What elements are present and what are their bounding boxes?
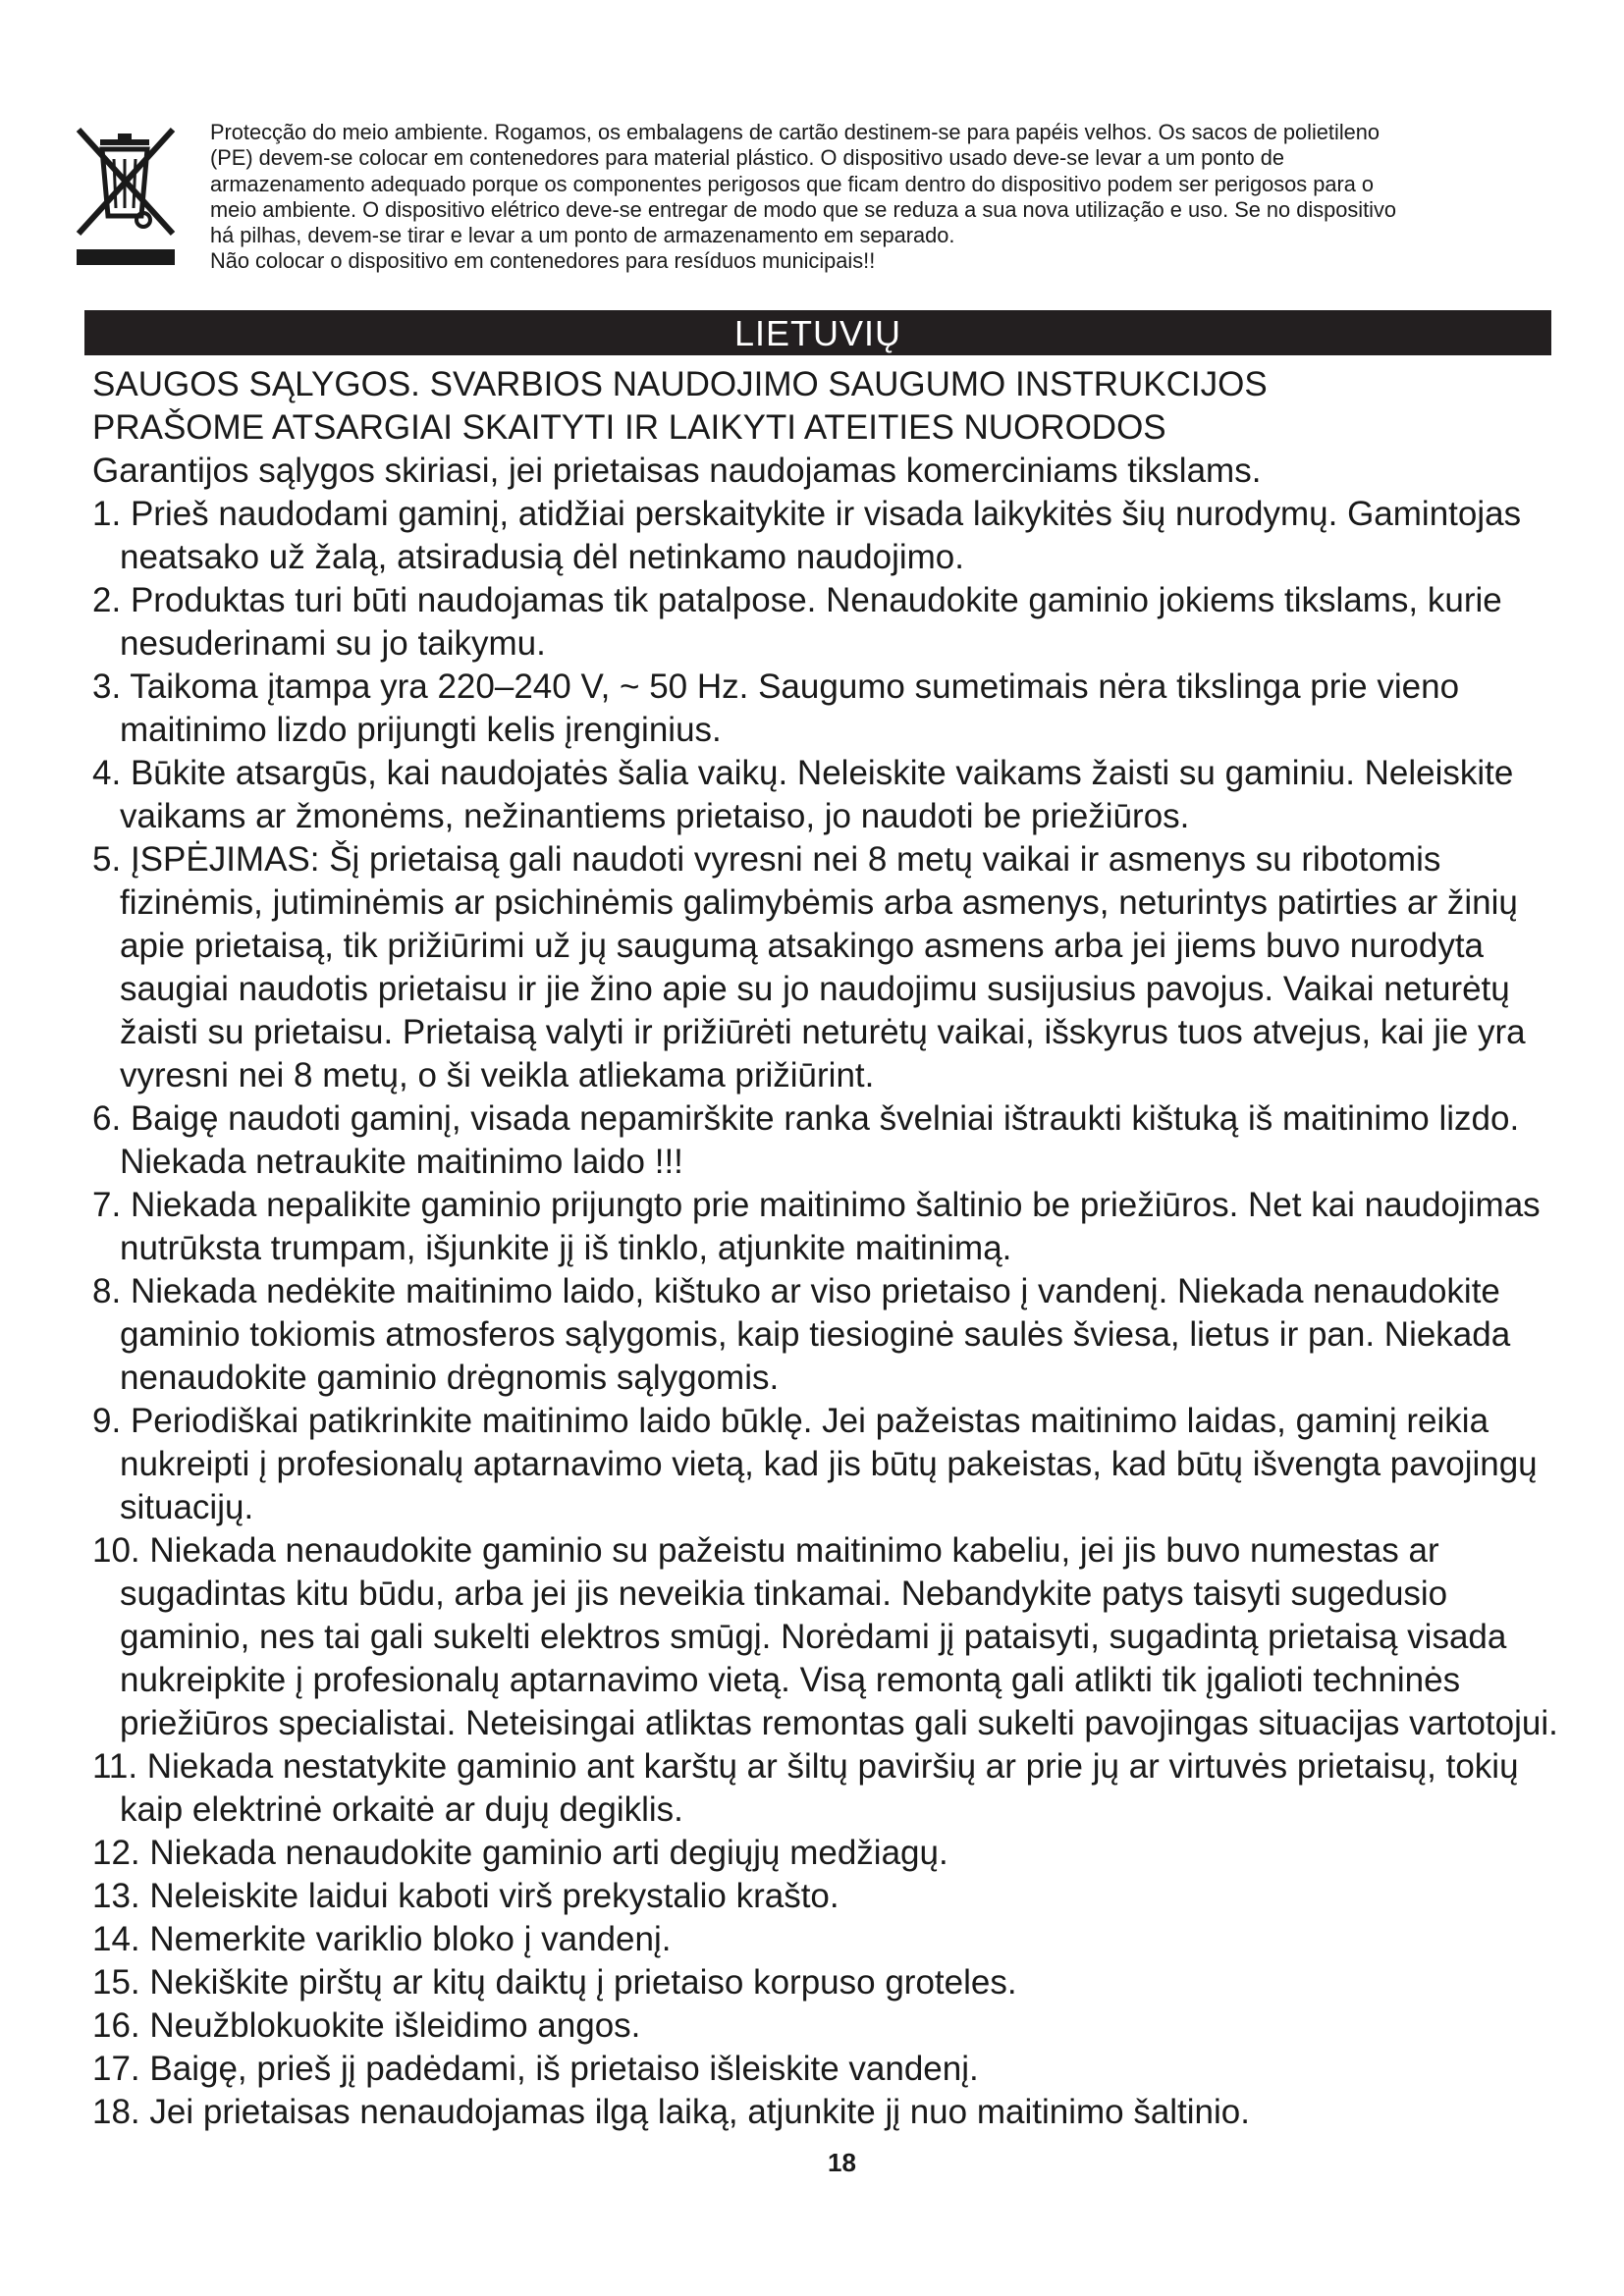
item-number: 12. — [92, 1834, 140, 1872]
heading-line-1: SAUGOS SĄLYGOS. SVARBIOS NAUDOJIMO SAUGUMO INSTRUKCIJOS — [92, 365, 1268, 403]
environment-note — [210, 120, 1565, 275]
item-number: 3. — [92, 667, 122, 706]
list-item — [92, 1184, 1565, 1270]
item-text: Niekada nenaudokite gaminio su pažeistu maitinimo kabeliu, jei jis buvo numestas ar sugadintas kitu būdu, arba jei jis neveikia tinkamai. Nebandykite patys taisyti sugedusio gaminio, nes tai gali sukelti elektros smūgį. Norėdami jį pataisyti, sugadintą prietaisą visada nukreipkite į profesionalų aptarnavimo vietą. Visą remontą gali atlikti tik įgalioti techninės priežiūros specialistai. Neteisingai atliktas remontas gali sukelti pavojingas situacijas vartotojui. — [120, 1531, 1558, 1742]
list-item — [92, 838, 1565, 1097]
item-number: 4. — [92, 754, 122, 792]
item-number: 15. — [92, 1963, 140, 2002]
list-item — [92, 666, 1565, 752]
item-text: Nekiškite pirštų ar kitų daiktų į prietaiso korpuso groteles. — [149, 1963, 1017, 2002]
item-text: Niekada nedėkite maitinimo laido, kištuko ar viso prietaiso į vandenį. Niekada nenaudokite gaminio tokiomis atmosferos sąlygomis, kaip tiesioginė saulės šviesa, lietus ir pan. Niekada nenaudokite gaminio drėgnomis sąlygomis. — [120, 1272, 1511, 1397]
item-text: Baigę, prieš jį padėdami, iš prietaiso išleiskite vandenį. — [149, 2050, 979, 2088]
list-item — [92, 2004, 1565, 2048]
item-number: 1. — [92, 495, 122, 533]
item-number: 14. — [92, 1920, 140, 1958]
list-item — [92, 752, 1565, 838]
item-text: ĮSPĖJIMAS: Šį prietaisą gali naudoti vyresni nei 8 metų vaikai ir asmenys su ribotomis fizinėmis, jutiminėmis ar psichinėmis galimybėmis arba asmenys, neturintys patirties ar žinių apie prietaisą, tik prižiūrimi už jų saugumą atsakingo asmens arba jei jiems buvo nurodyta saugiai naudotis prietaisu ir jie žino apie su jo naudojimu susijusius pavojus. Vaikai neturėtų žaisti su prietaisu. Prietaisą valyti ir prižiūrėti neturėtų vaikai, išskyrus tuos atvejus, kai jie yra vyresni nei 8 metų, o ši veikla atliekama prižiūrint. — [120, 840, 1526, 1095]
list-item — [92, 2048, 1565, 2091]
item-number: 18. — [92, 2093, 140, 2131]
item-text: Periodiškai patikrinkite maitinimo laido būklę. Jei pažeistas maitinimo laidas, gaminį reikia nukreipti į profesionalų aptarnavimo vietą, kad jis būtų pakeistas, kad būtų išvengta pavojingų situacijų. — [120, 1402, 1538, 1526]
item-text: Baigę naudoti gaminį, visada nepamirškite ranka švelniai ištraukti kištuką iš maitinimo lizdo. Niekada netraukite maitinimo laido !!! — [120, 1099, 1520, 1181]
item-text: Neleiskite laidui kaboti virš prekystalio krašto. — [149, 1877, 839, 1915]
rules-list — [92, 493, 1565, 2134]
item-number: 8. — [92, 1272, 122, 1310]
item-number: 13. — [92, 1877, 140, 1915]
item-number: 17. — [92, 2050, 140, 2088]
item-text: Niekada nestatykite gaminio ant karštų ar šiltų paviršių ar prie jų ar virtuvės prietaisų, tokių kaip elektrinė orkaitė ar dujų degiklis. — [120, 1747, 1519, 1829]
list-item — [92, 1400, 1565, 1529]
item-text: Neužblokuokite išleidimo angos. — [149, 2006, 641, 2045]
list-item — [92, 579, 1565, 666]
crossed-out-wheelie-bin-icon — [71, 126, 181, 269]
item-number: 9. — [92, 1402, 122, 1440]
item-number: 10. — [92, 1531, 140, 1570]
list-item — [92, 1832, 1565, 1875]
item-text: Niekada nepalikite gaminio prijungto prie maitinimo šaltinio be priežiūros. Net kai naudojimas nutrūksta trumpam, išjunkite jį iš tinklo, atjunkite maitinimą. — [120, 1186, 1541, 1267]
item-number: 7. — [92, 1186, 122, 1224]
warranty-note: Garantijos sąlygos skiriasi, jei prietaisas naudojamas komerciniams tikslams. — [92, 452, 1262, 490]
list-item — [92, 1961, 1565, 2004]
list-item — [92, 1918, 1565, 1961]
item-text: Prieš naudodami gaminį, atidžiai perskaitykite ir visada laikykitės šių nurodymų. Gamintojas neatsako už žalą, atsiradusią dėl netinkamo naudojimo. — [120, 495, 1522, 576]
item-number: 11. — [92, 1747, 138, 1786]
list-item — [92, 1097, 1565, 1184]
list-item — [92, 1745, 1565, 1832]
item-number: 5. — [92, 840, 122, 879]
list-item — [92, 2091, 1565, 2134]
page-number: 18 — [828, 2148, 856, 2177]
list-item — [92, 1529, 1565, 1745]
item-number: 2. — [92, 581, 122, 619]
item-text: Jei prietaisas nenaudojamas ilgą laiką, atjunkite jį nuo maitinimo šaltinio. — [149, 2093, 1250, 2131]
item-number: 16. — [92, 2006, 140, 2045]
language-banner: LIETUVIŲ — [84, 310, 1551, 355]
item-text: Būkite atsargūs, kai naudojatės šalia vaikų. Neleiskite vaikams žaisti su gaminiu. Neleiskite vaikams ar žmonėms, nežinantiems prietaiso, jo naudoti be priežiūros. — [120, 754, 1514, 835]
item-number: 6. — [92, 1099, 122, 1138]
item-text: Taikoma įtampa yra 220–240 V, ~ 50 Hz. Saugumo sumetimais nėra tikslinga prie vieno maitinimo lizdo prijungti kelis įrenginius. — [120, 667, 1460, 749]
list-item — [92, 1875, 1565, 1918]
item-text: Nemerkite variklio bloko į vandenį. — [149, 1920, 672, 1958]
heading-line-2: PRAŠOME ATSARGIAI SKAITYTI IR LAIKYTI ATEITIES NUORODOS — [92, 408, 1166, 447]
list-item — [92, 1270, 1565, 1400]
environment-note-text: Protecção do meio ambiente. Rogamos, os embalagens de cartão destinem-se para papéis velhos. Os sacos de polietileno (PE) devem-se colocar em contenedores para material plástico. O dispositivo usado deve-se levar a um ponto de armazenamento adequado porque os componentes perigosos que ficam dentro do dispositivo podem ser perigosos para o meio ambiente. O dispositivo elétrico deve-se entregar de modo que se reduza a sua nova utilização e uso. Se no dispositivo há pilhas, devem-se tirar e levar a um ponto de armazenamento em separado. Não colocar o dispositivo em contenedores para resíduos municipais!! — [210, 120, 1397, 274]
list-item — [92, 493, 1565, 579]
item-text: Niekada nenaudokite gaminio arti degiųjų medžiagų. — [149, 1834, 948, 1872]
safety-instructions — [92, 363, 1565, 2134]
item-text: Produktas turi būti naudojamas tik patalpose. Nenaudokite gaminio jokiems tikslams, kurie nesuderinami su jo taikymu. — [120, 581, 1502, 663]
